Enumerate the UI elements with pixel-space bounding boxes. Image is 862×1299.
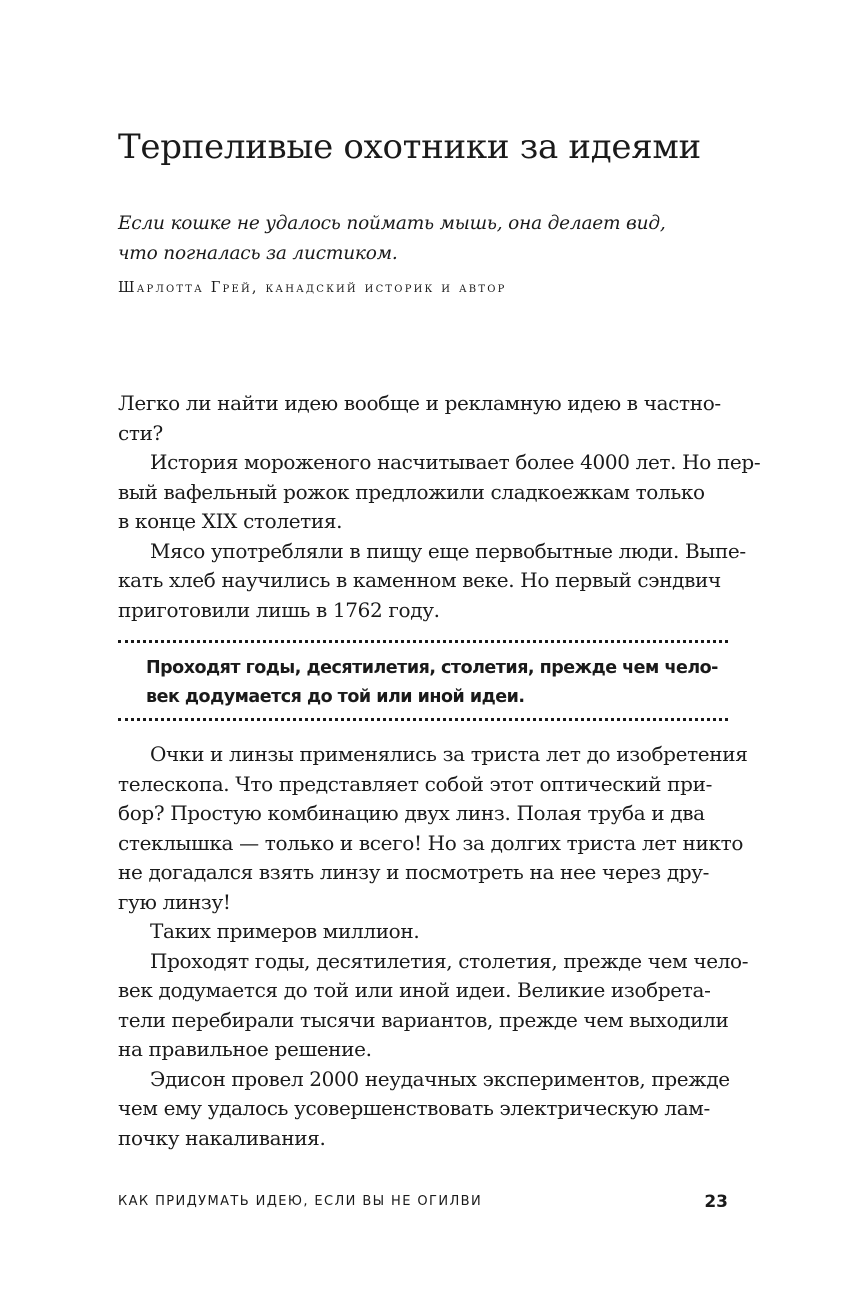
epigraph-line: Если кошке не удалось поймать мышь, она делает вид, <box>118 213 666 234</box>
epigraph <box>118 209 728 301</box>
book-page <box>118 0 761 1299</box>
page-footer <box>118 1190 728 1214</box>
pullquote-line: век додумается до той или иной идеи. <box>146 687 525 707</box>
text-line: Проходят годы, десятилетия, столетия, прежде чем чело- <box>150 948 749 973</box>
text-line: в конце XIX столетия. <box>118 509 343 533</box>
chapter-title: Терпеливые охотники за идеями <box>118 127 701 167</box>
text-line: почку накаливания. <box>118 1125 326 1150</box>
text-line: Очки и линзы применялись за триста лет до изобретения <box>150 742 748 766</box>
pullquote-text <box>146 654 728 712</box>
text-line: приготовили лишь в 1762 году. <box>118 597 440 622</box>
text-line: сти? <box>118 420 163 445</box>
text-line: Мясо употребляли в пищу еще первобытные люди. Выпе- <box>150 538 746 563</box>
pullquote-line: Проходят годы, десятилетия, столетия, прежде чем чело- <box>146 658 718 678</box>
epigraph-line: что погналась за листиком. <box>118 243 398 264</box>
dotted-rule <box>118 640 728 643</box>
text-line: Таких примеров миллион. <box>150 919 420 943</box>
text-line: чем ему удалось усовершенствовать электрическую лам- <box>118 1096 710 1120</box>
text-line: История мороженого насчитывает более 4000 лет. Но пер- <box>150 450 761 474</box>
text-line: тели перебирали тысячи вариантов, прежде чем выходили <box>118 1007 729 1032</box>
text-line: век додумается до той или иной идеи. Великие изобрета- <box>118 978 711 1002</box>
body-text-top <box>118 389 761 625</box>
running-head: КАК ПРИДУМАТЬ ИДЕЮ, ЕСЛИ ВЫ НЕ ОГИЛВИ <box>118 1194 483 1209</box>
text-line: не догадался взять линзу и посмотреть на нее через дру- <box>118 860 710 884</box>
text-line: бор? Простую комбинацию двух линз. Полая труба и два <box>118 801 705 825</box>
text-line: стеклышка — только и всего! Но за долгих триста лет никто <box>118 830 744 855</box>
pullquote <box>118 638 728 724</box>
text-line: телескопа. Что представляет собой этот оптический при- <box>118 771 712 796</box>
text-line: Легко ли найти идею вообще и рекламную идею в частно- <box>118 391 721 415</box>
page-number: 23 <box>704 1192 728 1212</box>
text-line: кать хлеб научились в каменном веке. Но первый сэндвич <box>118 568 721 592</box>
text-line: Эдисон провел 2000 неудачных экспериментов, прежде <box>150 1066 730 1091</box>
text-line: гую линзу! <box>118 889 231 914</box>
body-text-bottom <box>118 740 749 1153</box>
text-line: на правильное решение. <box>118 1037 372 1061</box>
dotted-rule <box>118 718 728 721</box>
text-line: вый вафельный рожок предложили сладкоежкам только <box>118 479 705 504</box>
epigraph-author: Шарлотта Грей, канадский историк и автор <box>118 280 507 296</box>
